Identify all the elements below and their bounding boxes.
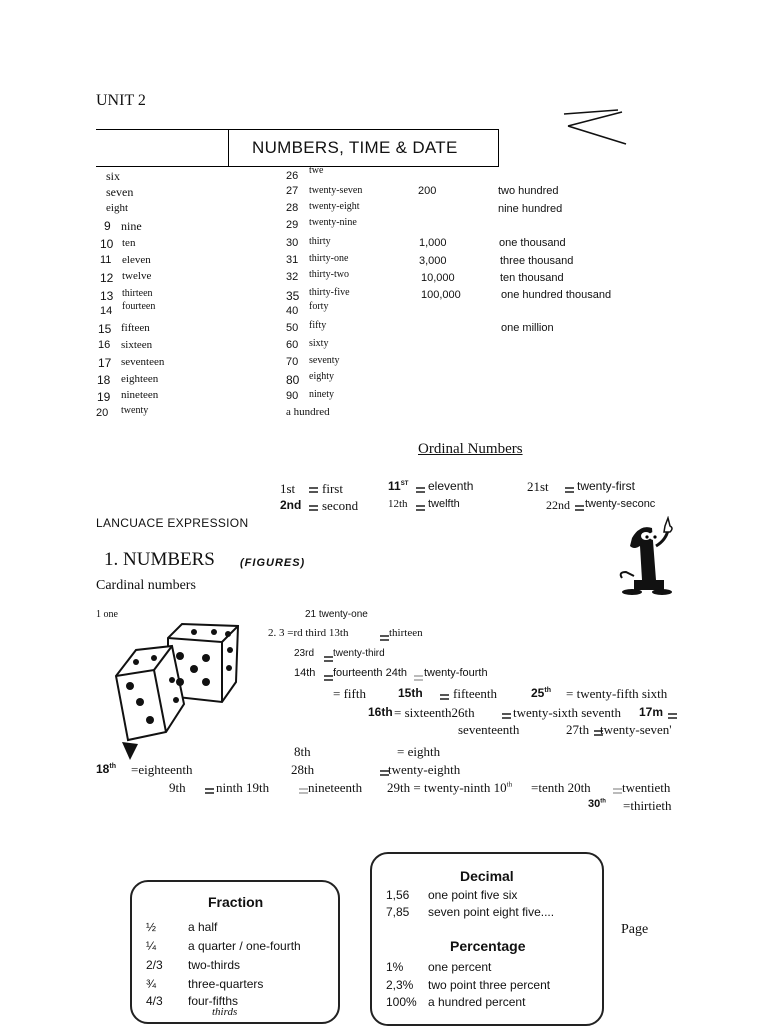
text-line: 29th = twenty-ninth 10th xyxy=(387,780,513,795)
cardinal-number: 16 xyxy=(98,339,111,351)
text-line: fourteenth 24th xyxy=(333,667,408,679)
fraction-value: a half xyxy=(188,920,218,934)
cardinal-word: seven xyxy=(106,185,134,199)
ordinal-number: 12th xyxy=(388,498,408,510)
text-line: = sixteenth26th xyxy=(394,705,475,720)
text-line: thirteen xyxy=(389,627,423,639)
text-line: fifteenth xyxy=(453,686,498,701)
fraction-row xyxy=(146,958,240,972)
dice-icon xyxy=(110,620,244,760)
cardinal-word: fourteen xyxy=(122,301,156,312)
decimal-value: seven point eight five.... xyxy=(428,905,555,919)
handwritten-note: thirds xyxy=(212,1006,238,1018)
text-line: = fifth xyxy=(333,686,366,701)
cardinal-number: 50 xyxy=(286,322,299,334)
cardinal-word: eighty xyxy=(309,371,334,382)
cardinal-number: 13 xyxy=(100,289,114,303)
text-line: 16th xyxy=(368,705,393,719)
text-line: =tenth 20th xyxy=(531,780,591,795)
cardinal-number: 15 xyxy=(98,322,112,336)
cardinal-number: 200 xyxy=(418,185,437,197)
text-line: 27th xyxy=(566,722,590,737)
fraction-row xyxy=(146,939,301,953)
text-line: twenty-sixth seventh xyxy=(513,705,621,720)
cardinal-number: 11 xyxy=(100,254,112,266)
cardinal-number: 20 xyxy=(96,407,109,419)
ordinal-number: 11ST xyxy=(388,479,409,493)
cardinal-word: seventy xyxy=(309,355,340,366)
cardinal-number: 30 xyxy=(286,237,299,249)
cardinal-word: fifty xyxy=(309,320,327,331)
percentage-key: 1% xyxy=(386,960,404,974)
cardinal-word: thirty-two xyxy=(309,269,349,280)
cardinal-word: three thousand xyxy=(500,255,574,267)
fraction-value: two-thirds xyxy=(188,958,241,972)
fraction-value: four-fifths xyxy=(188,994,239,1008)
fraction-value: three-quarters xyxy=(188,977,264,991)
cardinal-word: ten xyxy=(122,237,136,249)
fraction-key: ¾ xyxy=(146,977,157,991)
decimal-title: Decimal xyxy=(460,868,514,884)
section-subheading: (FIGURES) xyxy=(240,557,306,569)
equals-icon xyxy=(412,499,429,517)
cardinal-number: 32 xyxy=(286,271,299,283)
text-line: 9th xyxy=(169,780,186,795)
cardinal-numbers-label: Cardinal numbers xyxy=(96,578,196,593)
page-title: NUMBERS, TIME & DATE xyxy=(252,138,458,157)
cardinal-word: thirty xyxy=(309,236,331,247)
text-line: 2. 3 =rd third 13th xyxy=(268,627,349,639)
cardinal-word: sixty xyxy=(309,338,329,349)
percentage-row xyxy=(386,960,491,974)
cardinal-word: one thousand xyxy=(499,237,566,249)
ordinal-word: second xyxy=(322,498,359,513)
cardinal-number: 9 xyxy=(104,219,111,233)
text-line: ninth 19th xyxy=(216,780,270,795)
cardinal-word: forty xyxy=(309,301,329,312)
cardinal-number: 40 xyxy=(286,305,299,317)
cardinal-word: fifteen xyxy=(121,322,150,334)
ordinal-word: eleventh xyxy=(428,479,474,493)
cardinal-word: ninety xyxy=(309,389,334,400)
cardinal-word: two hundred xyxy=(498,185,559,197)
percentage-key: 2,3% xyxy=(386,978,414,992)
cardinal-number: 100,000 xyxy=(421,289,461,301)
fraction-title: Fraction xyxy=(208,894,264,910)
text-line: 1 one xyxy=(96,609,118,620)
cardinal-word: eight xyxy=(106,202,128,214)
text-line: = eighth xyxy=(397,744,441,759)
text-line: seventeenth xyxy=(458,722,520,737)
cardinal-word: thirty-one xyxy=(309,253,349,264)
cardinal-word: nine hundred xyxy=(498,203,563,215)
less-than-arrow-icon xyxy=(560,108,630,148)
text-line: 25th xyxy=(531,686,551,700)
cardinal-number: 29 xyxy=(286,219,299,231)
cardinal-word: twenty-seven xyxy=(309,185,363,196)
equals-icon xyxy=(561,481,578,499)
text-line: twenty-third xyxy=(333,648,385,659)
cardinal-number: 31 xyxy=(286,254,299,266)
cardinal-number: 14 xyxy=(100,305,113,317)
ordinal-word: first xyxy=(322,481,343,496)
cardinal-word: seventeen xyxy=(121,356,165,368)
text-line: 15th xyxy=(398,686,423,700)
cardinal-word: eleven xyxy=(122,254,151,266)
cardinal-word: ten thousand xyxy=(500,272,564,284)
cardinal-number: 26 xyxy=(286,170,299,182)
cardinal-number: 80 xyxy=(286,373,300,387)
fraction-key: ¼ xyxy=(146,939,157,953)
cardinal-word: sixteen xyxy=(121,339,153,351)
unit-label: UNIT 2 xyxy=(96,92,146,109)
cardinal-word: nineteen xyxy=(121,389,159,401)
cardinal-number: 10,000 xyxy=(421,272,455,284)
percentage-key: 100% xyxy=(386,995,417,1009)
decimal-key: 1,56 xyxy=(386,888,410,902)
text-line: twenty-seven' xyxy=(600,722,672,737)
text-line: 17m xyxy=(639,705,664,719)
decimal-row xyxy=(386,888,517,902)
decimal-row xyxy=(386,905,554,919)
cardinal-word: twe xyxy=(309,165,324,176)
cardinal-word: thirty-five xyxy=(309,287,350,298)
cardinal-number: 90 xyxy=(286,390,299,402)
cardinal-number: 3,000 xyxy=(419,255,447,267)
cardinal-number: 18 xyxy=(97,373,111,387)
cardinal-word: twenty xyxy=(121,405,149,416)
cardinal-number: 12 xyxy=(100,271,114,285)
text-line: 14th xyxy=(294,667,316,679)
percentage-value: one percent xyxy=(428,960,492,974)
text-line: 28th xyxy=(291,762,315,777)
text-line: nineteenth xyxy=(308,780,363,795)
cardinal-word: twenty-nine xyxy=(309,217,357,228)
text-line: =thirtieth xyxy=(623,798,672,813)
cardinal-number: 1,000 xyxy=(419,237,447,249)
text-line: =eighteenth xyxy=(131,762,193,777)
percentage-value: a hundred percent xyxy=(428,995,526,1009)
text-line: 8th xyxy=(294,744,311,759)
equals-icon xyxy=(305,499,322,517)
cardinal-number: 19 xyxy=(97,390,111,404)
section-heading: 1. NUMBERS xyxy=(104,549,215,570)
title-box-divider xyxy=(228,130,229,166)
cardinal-number: 17 xyxy=(98,356,112,370)
percentage-title: Percentage xyxy=(450,938,526,954)
decimal-key: 7,85 xyxy=(386,905,410,919)
number-one-cartoon-icon xyxy=(612,516,682,596)
fraction-value: a quarter / one-fourth xyxy=(188,939,301,953)
cardinal-word: a hundred xyxy=(286,406,330,418)
percentage-row xyxy=(386,978,550,992)
percentage-row xyxy=(386,995,525,1009)
cardinal-number: 35 xyxy=(286,289,300,303)
fraction-row xyxy=(146,920,217,934)
cardinal-number: 60 xyxy=(286,339,299,351)
decimal-card xyxy=(370,852,604,1026)
cardinal-word: one hundred thousand xyxy=(501,289,612,301)
text-line: 21 twenty-one xyxy=(305,609,368,620)
ordinal-number: 2nd xyxy=(280,498,302,512)
fraction-card xyxy=(130,880,340,1024)
cardinal-word: one million xyxy=(501,322,554,334)
cardinal-word: nine xyxy=(121,219,142,233)
text-line: twenty-fourth xyxy=(424,667,488,679)
equals-icon xyxy=(436,688,453,706)
text-line: twenty-eighth xyxy=(388,762,461,777)
cardinal-word: twenty-eight xyxy=(309,201,360,212)
fraction-row xyxy=(146,977,263,991)
ordinal-number: 1st xyxy=(280,481,296,496)
language-expression-label: LANCUACE EXPRESSION xyxy=(96,516,249,530)
cardinal-word: six xyxy=(106,169,121,183)
text-line: = twenty-fifth sixth xyxy=(566,686,668,701)
ordinal-word: twenty-seconc xyxy=(585,498,656,510)
ordinal-heading: Ordinal Numbers xyxy=(418,441,523,457)
equals-icon xyxy=(412,481,429,499)
cardinal-word: thirteen xyxy=(122,288,153,299)
cardinal-word: twelve xyxy=(122,270,152,282)
text-line: 30th xyxy=(588,798,606,810)
percentage-value: two point three percent xyxy=(428,978,551,992)
equals-icon xyxy=(305,481,322,499)
cardinal-number: 70 xyxy=(286,356,299,368)
cardinal-word: eighteen xyxy=(121,373,159,385)
page-label: Page xyxy=(621,922,649,937)
ordinal-number: 21st xyxy=(527,479,549,494)
text-line: twentieth xyxy=(622,780,671,795)
cardinal-number: 28 xyxy=(286,202,299,214)
ordinal-number: 22nd xyxy=(546,498,570,512)
cardinal-number: 27 xyxy=(286,185,299,197)
ordinal-word: twelfth xyxy=(428,498,460,510)
ordinal-word: twenty-first xyxy=(577,479,636,493)
fraction-key: ½ xyxy=(146,920,157,934)
decimal-value: one point five six xyxy=(428,888,518,902)
fraction-key: 4/3 xyxy=(146,994,163,1008)
cardinal-number: 10 xyxy=(100,237,114,251)
text-line: 23rd xyxy=(294,648,315,659)
text-line: 18th xyxy=(96,762,116,776)
fraction-key: 2/3 xyxy=(146,958,163,972)
